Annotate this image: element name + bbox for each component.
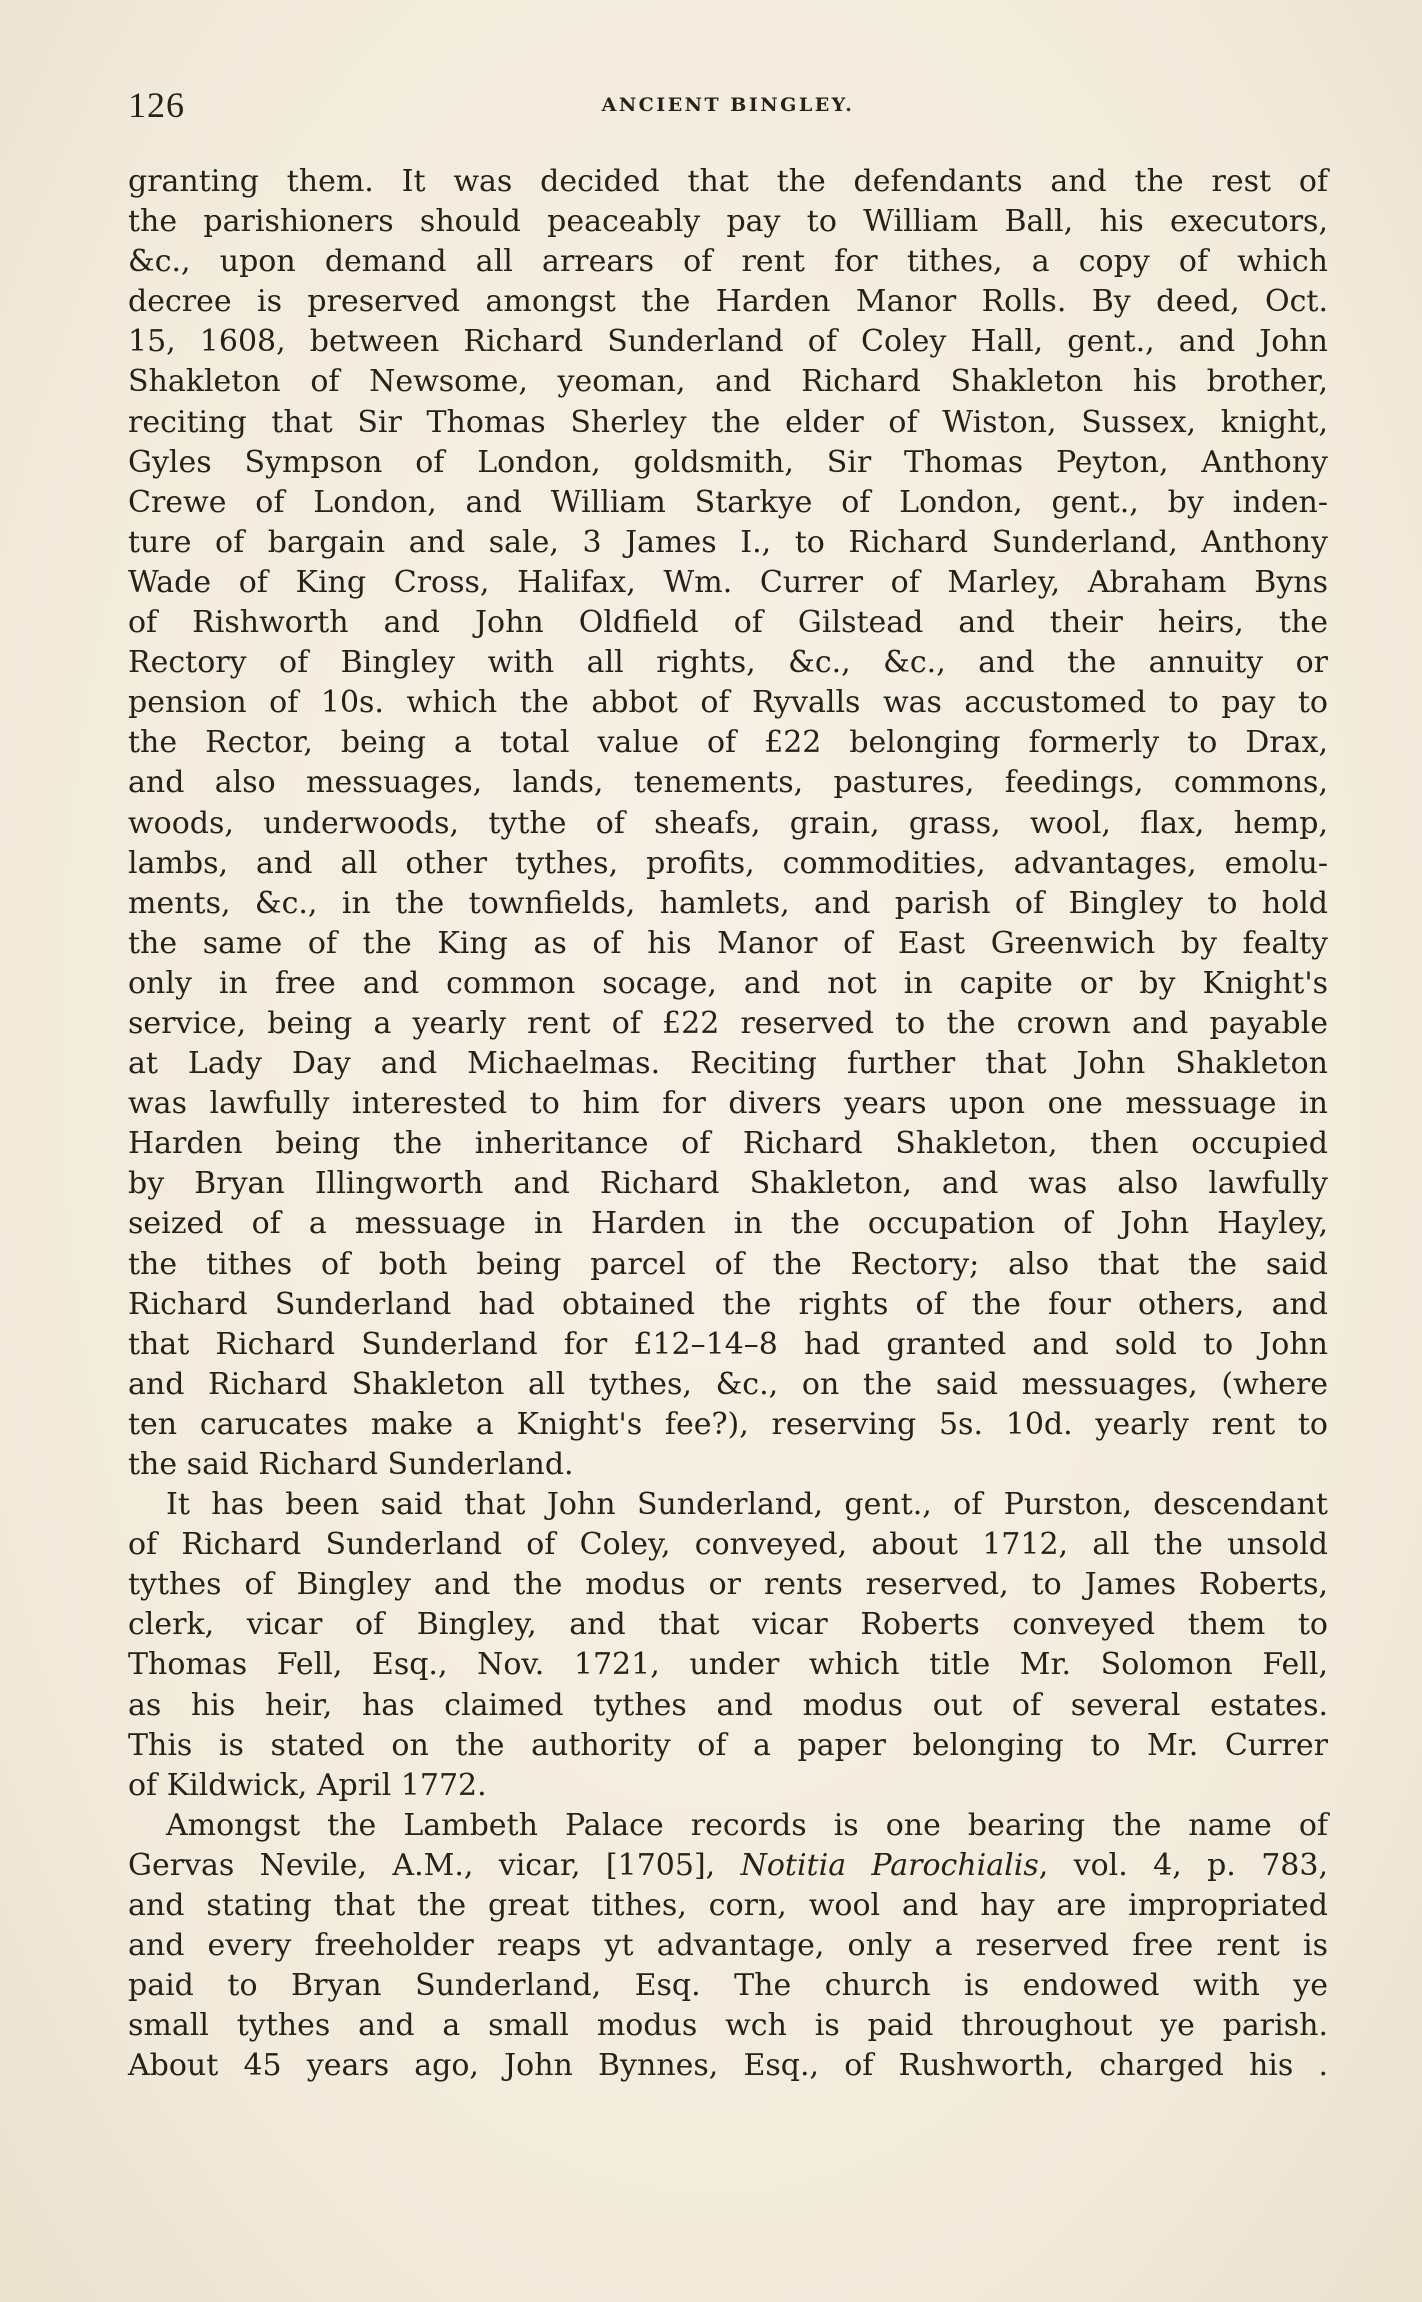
text-line: and also messuages, lands, tenements, pastures, feedings, commons, xyxy=(128,765,1328,801)
text-line-with-citation xyxy=(128,1846,1328,1886)
text-line: decree is preserved amongst the Harden Manor Rolls. By deed, Oct. xyxy=(128,284,1328,320)
text-line: granting them. It was decided that the defendants and the rest of xyxy=(128,164,1328,199)
text-line: paid to Bryan Sunderland, Esq. The church is endowed with ye xyxy=(128,1968,1328,2004)
running-head: ANCIENT BINGLEY. xyxy=(601,94,855,116)
text-line: by Bryan Illingworth and Richard Shakleton, and was also lawfully xyxy=(128,1166,1328,1202)
text-line: service, being a yearly rent of £22 reserved to the crown and payable xyxy=(128,1005,1328,1041)
text-line: Gyles Sympson of London, goldsmith, Sir Thomas Peyton, Anthony xyxy=(128,444,1328,480)
text-line: at Lady Day and Michaelmas. Reciting further that John Shakleton xyxy=(128,1046,1328,1082)
paragraph-1 xyxy=(128,162,1328,1485)
text-line: the tithes of both being parcel of the Rectory; also that the said xyxy=(128,1246,1328,1282)
text-line: Shakleton of Newsome, yeoman, and Richard Shakleton his brother, xyxy=(128,364,1328,400)
text-line: and every freeholder reaps yt advantage, only a reserved free rent is xyxy=(128,1928,1328,1964)
citation-title: Notitia Parochialis xyxy=(740,1847,1039,1883)
text-line: This is stated on the authority of a paper belonging to Mr. Currer xyxy=(128,1727,1328,1763)
text-line: clerk, vicar of Bingley, and that vicar Roberts conveyed them to xyxy=(128,1607,1328,1643)
text-line: Wade of King Cross, Halifax, Wm. Currer of Marley, Abraham Byns xyxy=(128,564,1328,600)
text-line: Crewe of London, and William Starkye of London, gent., by inden- xyxy=(128,484,1328,520)
text-line: Harden being the inheritance of Richard Shakleton, then occupied xyxy=(128,1126,1328,1162)
text-line: and stating that the great tithes, corn, wool and hay are impropriated xyxy=(128,1888,1328,1924)
text-line: only in free and common socage, and not in capite or by Knight's xyxy=(128,965,1328,1001)
text-line: 15, 1608, between Richard Sunderland of Coley Hall, gent., and John xyxy=(128,324,1328,360)
text-line: Richard Sunderland had obtained the rights of the four others, and xyxy=(128,1286,1328,1322)
text-line: lambs, and all other tythes, profits, commodities, advantages, emolu- xyxy=(128,845,1328,881)
paragraph-3 xyxy=(128,1806,1328,2087)
text-line: the Rector, being a total value of £22 belonging formerly to Drax, xyxy=(128,725,1328,761)
citation-suffix: , vol. 4, p. 783, xyxy=(1038,1847,1328,1883)
text-line: woods, underwoods, tythe of sheafs, grain, grass, wool, flax, hemp, xyxy=(128,805,1328,841)
text-line: small tythes and a small modus wch is paid throughout ye parish. xyxy=(128,2008,1328,2044)
text-line: &c., upon demand all arrears of rent for tithes, a copy of which xyxy=(128,244,1328,280)
text-line: About 45 years ago, John Bynnes, Esq., of Rushworth, charged his . xyxy=(128,2048,1328,2084)
text-line: reciting that Sir Thomas Sherley the elder of Wiston, Sussex, knight, xyxy=(128,404,1328,440)
paragraph-2 xyxy=(128,1485,1328,1806)
text-line: ten carucates make a Knight's fee?), reserving 5s. 10d. yearly rent to xyxy=(128,1406,1328,1442)
text-line: the said Richard Sunderland. xyxy=(128,1447,574,1482)
text-line: the same of the King as of his Manor of East Greenwich by fealty xyxy=(128,925,1328,961)
text-line: that Richard Sunderland for £12–14–8 had granted and sold to John xyxy=(128,1326,1328,1362)
text-line: tythes of Bingley and the modus or rents reserved, to James Roberts, xyxy=(128,1567,1328,1603)
text-line: seized of a messuage in Harden in the occupation of John Hayley, xyxy=(128,1206,1328,1242)
body-text xyxy=(128,162,1328,2087)
page-header xyxy=(128,84,1328,128)
text-line: of Rishworth and John Oldfield of Gilstead and their heirs, the xyxy=(128,605,1328,641)
citation-prefix: Gervas Nevile, A.M., vicar, [1705], xyxy=(128,1847,741,1883)
text-line: It has been said that John Sunderland, gent., of Purston, descendant xyxy=(166,1487,1328,1523)
text-line: as his heir, has claimed tythes and modus out of several estates. xyxy=(128,1687,1328,1723)
text-line: pension of 10s. which the abbot of Ryvalls was accustomed to pay to xyxy=(128,685,1328,721)
text-line: and Richard Shakleton all tythes, &c., on the said messuages, (where xyxy=(128,1366,1328,1402)
text-line: Rectory of Bingley with all rights, &c., &c., and the annuity or xyxy=(128,645,1328,681)
text-line: was lawfully interested to him for divers years upon one messuage in xyxy=(128,1086,1328,1122)
text-line: Thomas Fell, Esq., Nov. 1721, under which title Mr. Solomon Fell, xyxy=(128,1647,1328,1683)
text-line: of Richard Sunderland of Coley, conveyed, about 1712, all the unsold xyxy=(128,1527,1328,1563)
text-line: of Kildwick, April 1772. xyxy=(128,1767,487,1803)
page-number: 126 xyxy=(128,85,185,125)
text-line: ments, &c., in the townfields, hamlets, and parish of Bingley to hold xyxy=(128,885,1328,921)
text-line: Amongst the Lambeth Palace records is one bearing the name of xyxy=(166,1807,1328,1843)
text-line: the parishioners should peaceably pay to William Ball, his executors, xyxy=(128,204,1328,240)
text-line: ture of bargain and sale, 3 James I., to Richard Sunderland, Anthony xyxy=(128,524,1328,560)
